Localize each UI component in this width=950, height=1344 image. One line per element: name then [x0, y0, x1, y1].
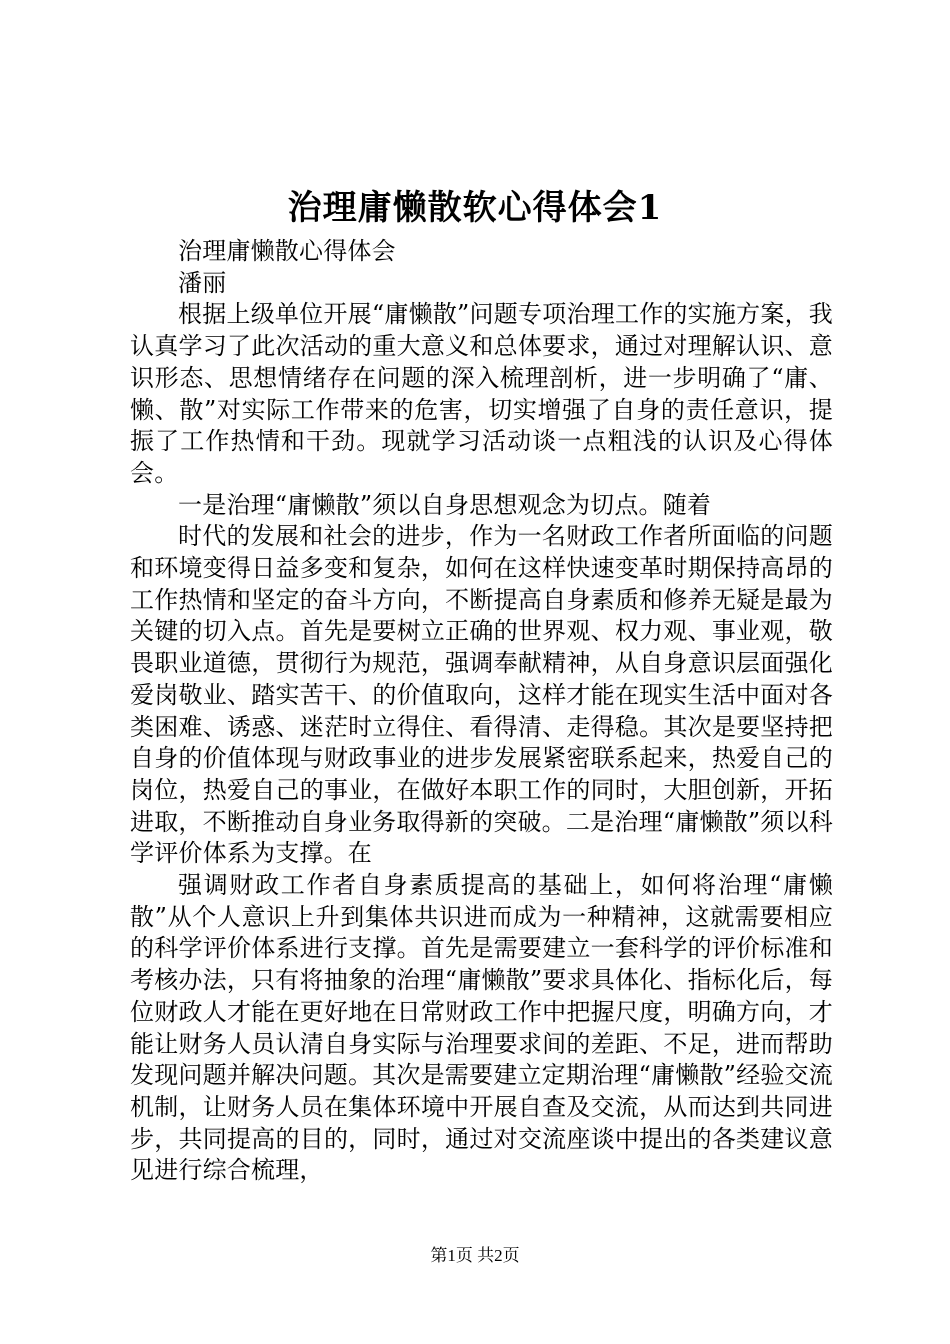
- body-paragraph: 一是治理“庸懒散”须以自身思想观念为切点。随着: [178, 490, 712, 519]
- subtitle-paragraph: 治理庸懒散心得体会: [178, 237, 396, 265]
- document-body: [130, 236, 833, 1187]
- page-number-footer: 第1页 共2页: [430, 1246, 520, 1265]
- body-paragraph: 强调财政工作者自身素质提高的基础上，如何将治理“庸懒散”从个人意识上升到集体共识进而成为一种精神，这就需要相应的科学评价体系进行支撑。首先是需要建立一套科学的评价标准和考核办法，只有将抽象的治理“庸懒散”要求具体化、指标化后，每位财政人才能在更好地在日常财政工作中把握尺度，明确方向，才能让财务人员认清自身实际与治理要求间的差距、不足，进而帮助发现问题并解决问题。其次是需要建立定期治理“庸懒散”经验交流机制，让财务人员在集体环境中开展自查及交流，从而达到共同进步，共同提高的目的，同时，通过对交流座谈中提出的各类建议意见进行综合梳理，: [130, 871, 833, 1185]
- body-paragraph: 时代的发展和社会的进步，作为一名财政工作者所面临的问题和环境变得日益多变和复杂，如何在这样快速变革时期保持高昂的工作热情和坚定的奋斗方向，不断提高自身素质和修养无疑是最为关键的切入点。首先是要树立正确的世界观、权力观、事业观，敬畏职业道德，贯彻行为规范，强调奉献精神，从自身意识层面强化爱岗敬业、踏实苦干、的价值取向，这样才能在现实生活中面对各类困难、诱惑、迷茫时立得住、看得清、走得稳。其次是要坚持把自身的价值体现与财政事业的进步发展紧密联系起来，热爱自己的岗位，热爱自己的事业，在做好本职工作的同时，大胆创新，开拓进取，不断推动自身业务取得新的突破。二是治理“庸懒散”须以科学评价体系为支撑。在: [130, 522, 833, 868]
- body-paragraph: 根据上级单位开展“庸懒散”问题专项治理工作的实施方案，我认真学习了此次活动的重大意义和总体要求，通过对理解认识、意识形态、思想情绪存在问题的深入梳理剖析，进一步明确了“庸、懒、散”对实际工作带来的危害，切实增强了自身的责任意识，提振了工作热情和干劲。现就学习活动谈一点粗浅的认识及心得体会。: [130, 300, 833, 487]
- author-paragraph: 潘丽: [178, 268, 227, 297]
- document-title: 治理庸懒散软心得体会1: [287, 188, 663, 228]
